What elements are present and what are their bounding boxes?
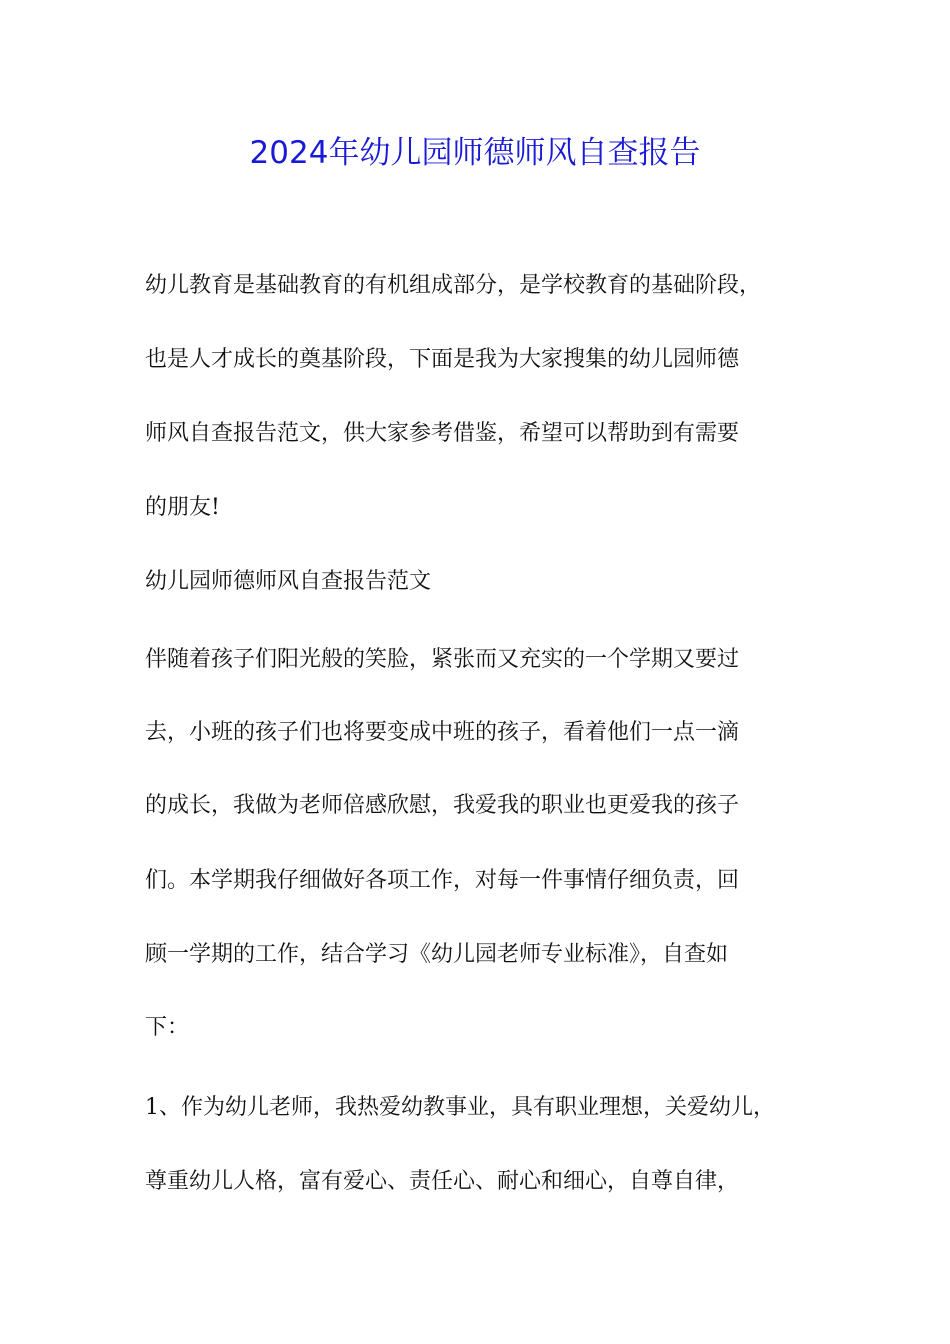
paragraph-line: 们。本学期我仔细做好各项工作，对每一件事情仔细负责，回 bbox=[145, 868, 740, 893]
paragraph-line: 的成长，我做为老师倍感欣慰，我爱我的职业也更爱我的孩子 bbox=[145, 793, 740, 818]
paragraph-line: 下： bbox=[145, 1015, 190, 1040]
paragraph-line: 师风自查报告范文，供大家参考借鉴，希望可以帮助到有需要 bbox=[145, 421, 740, 446]
paragraph-line: 去，小班的孩子们也将要变成中班的孩子，看着他们一点一滴 bbox=[145, 720, 740, 745]
paragraph-line: 尊重幼儿人格，富有爱心、责任心、耐心和细心，自尊自律， bbox=[145, 1169, 740, 1194]
paragraph-line: 顾一学期的工作，结合学习《幼儿园老师专业标准》，自查如 bbox=[145, 942, 729, 967]
document-title: 2024年幼儿园师德师风自查报告 bbox=[249, 135, 701, 171]
paragraph-line: 也是人才成长的奠基阶段，下面是我为大家搜集的幼儿园师德 bbox=[145, 347, 740, 372]
paragraph-line: 伴随着孩子们阳光般的笑脸，紧张而又充实的一个学期又要过 bbox=[145, 647, 740, 672]
list-item-line: 1、作为幼儿老师，我热爱幼教事业，具有职业理想，关爱幼儿， bbox=[145, 1095, 775, 1120]
paragraph-line: 的朋友! bbox=[145, 495, 220, 520]
paragraph-line: 幼儿教育是基础教育的有机组成部分，是学校教育的基础阶段， bbox=[145, 273, 762, 298]
section-heading: 幼儿园师德师风自查报告范文 bbox=[145, 569, 432, 594]
